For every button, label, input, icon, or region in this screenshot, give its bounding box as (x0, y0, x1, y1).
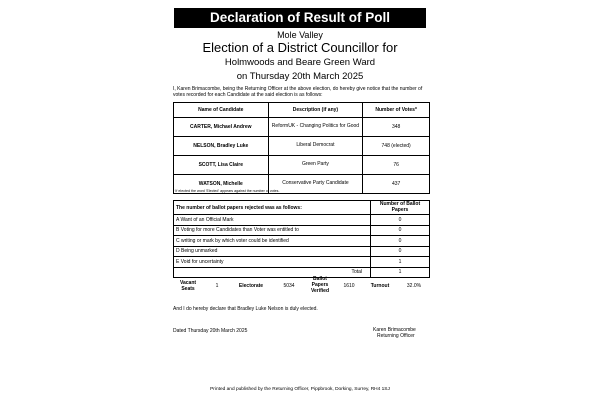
candidate-votes: 748 (elected) (363, 137, 430, 156)
electorate-label: Electorate (238, 283, 264, 289)
returning-officer-signature (373, 327, 431, 339)
candidate-name: WATSON, Michelle (174, 175, 269, 194)
notice-banner: Declaration of Result of Poll (174, 8, 426, 28)
candidate-row (174, 156, 430, 175)
district-name: Mole Valley (277, 30, 323, 40)
candidate-votes: 437 (363, 175, 430, 194)
rejected-row (174, 257, 430, 268)
ballot-papers-verified-value: 1610 (343, 283, 355, 289)
candidate-description: ReformUK - Changing Politics for Good (268, 118, 363, 137)
rejected-row (174, 246, 430, 257)
rejection-reason: D Being unmarked (174, 246, 371, 257)
rejected-header-row (174, 201, 430, 215)
officer-name: Karen Brimacombe (373, 327, 416, 333)
candidate-row (174, 137, 430, 156)
election-title: Election of a District Councillor for (202, 40, 398, 55)
votes-footnote: * If elected the word 'Elected' appears against the number of votes. (173, 189, 280, 193)
intro-paragraph: I, Karen Brimacombe, being the Returning Officer at the above election, do hereby give notice that the number of votes recorded for each Candidate at the said election is as follows: (173, 86, 423, 99)
ward-name: Holmwoods and Beare Green Ward (224, 57, 376, 68)
candidate-description: Conservative Party Candidate (268, 175, 363, 194)
rejection-count: 0 (371, 225, 430, 236)
rejection-count: 0 (371, 215, 430, 226)
rejected-heading: The number of ballot papers rejected was as follows: (174, 201, 371, 215)
vacant-seats-value: 1 (215, 283, 219, 289)
turnout-label: Turnout (370, 283, 390, 289)
candidate-description: Liberal Democrat (268, 137, 363, 156)
rejection-reason: E Void for uncertainty (174, 257, 371, 268)
ballot-papers-verified-label: Ballot Papers Verified (310, 276, 330, 294)
vacant-seats-label: Vacant Seats (179, 280, 197, 292)
column-header-votes: Number of Votes* (363, 103, 430, 118)
rejected-row (174, 215, 430, 226)
declaration-text: And I do hereby declare that Bradley Luke Nelson is duly elected. (173, 306, 318, 312)
candidates-header-row (174, 103, 430, 118)
column-header-description: Description (if any) (268, 103, 363, 118)
candidate-name: SCOTT, Lisa Claire (174, 156, 269, 175)
officer-role: Returning Officer (377, 333, 415, 339)
ballot-count-header: Number of Ballot Papers (371, 201, 430, 215)
total-label: Total (174, 267, 371, 278)
rejection-count: 0 (371, 236, 430, 247)
column-header-name: Name of Candidate (174, 103, 269, 118)
poll-statistics (173, 276, 430, 298)
rejection-reason: C writing or mark by which voter could be identified (174, 236, 371, 247)
candidate-name: NELSON, Bradley Luke (174, 137, 269, 156)
candidate-votes: 76 (363, 156, 430, 175)
rejection-reason: B Voting for more Candidates than Voter was entitled to (174, 225, 371, 236)
rejection-count: 0 (371, 246, 430, 257)
rejected-row (174, 225, 430, 236)
candidate-description: Green Party (268, 156, 363, 175)
imprint-line: Printed and published by the Returning Officer, Pippbrook, Dorking, Surrey, RH4 1SJ (210, 387, 390, 392)
rejected-row (174, 236, 430, 247)
electorate-value: 5034 (283, 283, 295, 289)
election-date: on Thursday 20th March 2025 (236, 71, 364, 82)
candidate-votes: 348 (363, 118, 430, 137)
rejection-reason: A Want of an Official Mark (174, 215, 371, 226)
dated-line: Dated Thursday 20th March 2025 (173, 328, 248, 334)
candidate-row (174, 118, 430, 137)
candidate-name: CARTER, Michael Andrew (174, 118, 269, 137)
rejection-count: 1 (371, 257, 430, 268)
candidates-table (173, 102, 430, 194)
total-rejected: 1 (371, 267, 430, 278)
turnout-value: 32.0% (406, 283, 422, 289)
rejected-ballots-table (173, 200, 430, 278)
